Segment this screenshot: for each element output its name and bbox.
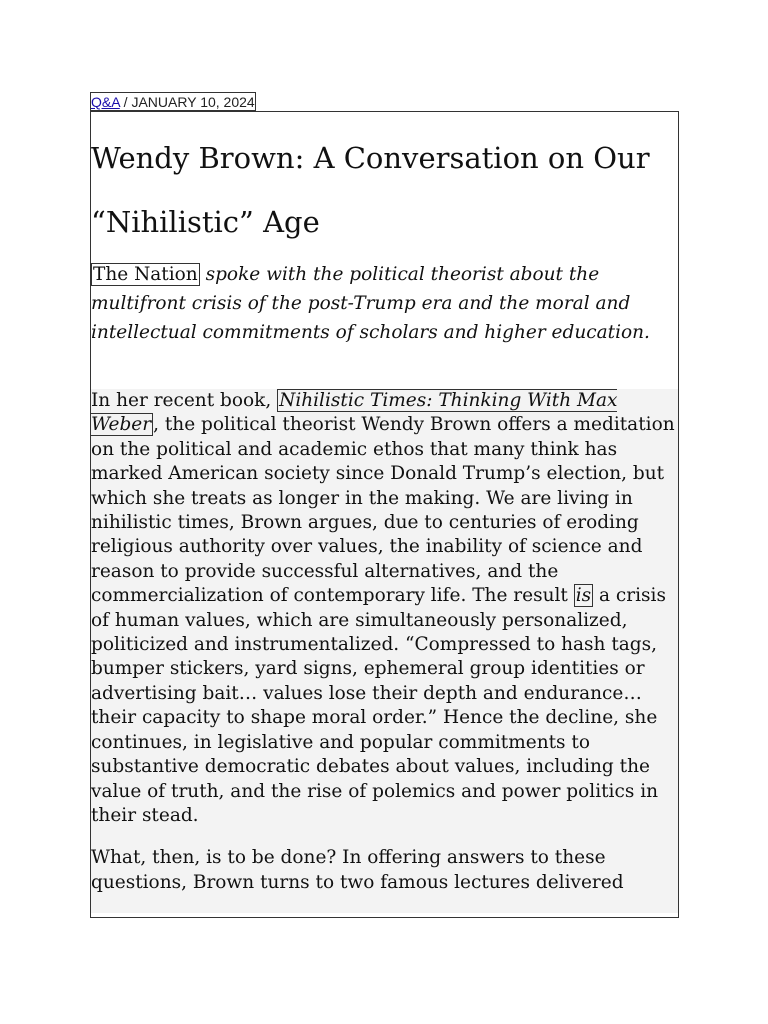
section-link-qa[interactable]: Q&A: [91, 94, 120, 110]
book-title-link[interactable]: Nihilistic Times: Thinking With Max Weber: [91, 390, 618, 436]
article-title: Wendy Brown: A Conversation on Our “Nihilistic” Age: [91, 141, 650, 239]
kicker-separator: /: [119, 94, 132, 110]
emphasis-is: is: [575, 585, 592, 607]
body-paragraph-1: [91, 389, 679, 828]
p1-end: a crisis of human values, which are simultaneously personalized, politicized and instrumentalized. “Compressed to hash tags, bumper stickers, yard signs, ephemeral group identities or advertising bait… values lose their depth and endurance…their capacity to shape moral order.” Hence the decline, she continues, in legislative and popular commitments to substantive democratic debates about values, including the value of truth, and the rise of polemics and power politics in their stead.: [91, 585, 666, 826]
p1-start: In her recent book,: [91, 390, 278, 411]
article-body: [91, 389, 679, 913]
dek-text: spoke with the political theorist about the multifront crisis of the post-Trump era and the moral and intellectual commitments of scholars and higher education.: [91, 264, 650, 343]
dek-publication-name[interactable]: The Nation: [93, 264, 198, 285]
p1-mid: , the political theorist Wendy Brown offers a meditation on the political and academic ethos that many think has marked American society since Donald Trump’s election, but which she treats as longer in the making. We are living in nihilistic times, Brown argues, due to centuries of eroding religious authority over values, the inability of science and reason to provide successful alternatives, and the commercialization of contemporary life. The result: [91, 414, 675, 607]
body-paragraph-2: What, then, is to be done? In offering answers to these questions, Brown turns to two famous lectures delivered: [91, 847, 624, 893]
kicker: [90, 92, 256, 111]
article-dek: [91, 260, 666, 347]
publish-date: JANUARY 10, 2024: [131, 94, 255, 110]
article-container: [90, 111, 679, 918]
